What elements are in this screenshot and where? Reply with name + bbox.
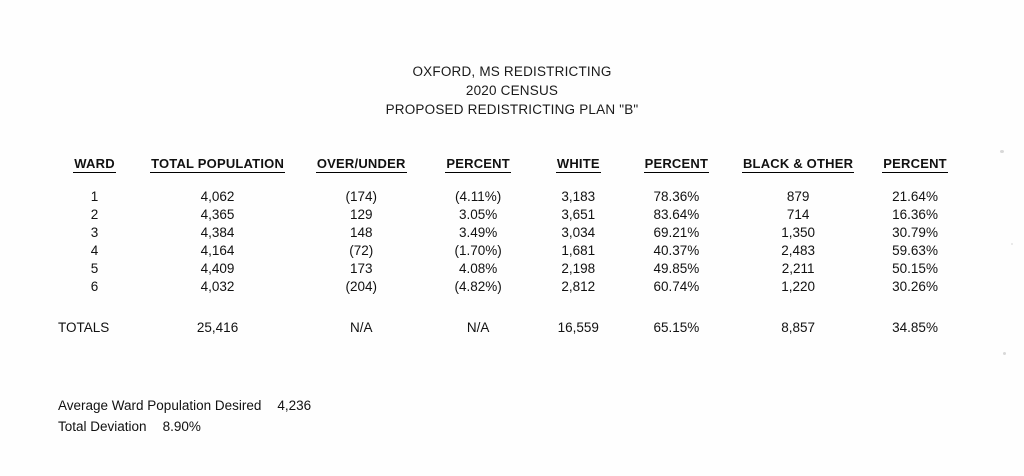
table-row [52,242,962,260]
cell-percent-2: 78.36% [653,189,700,204]
cell-white: 2,812 [561,279,596,294]
cell-percent-3: 59.63% [892,243,938,258]
cell-over-under: (72) [349,243,374,258]
cell-percent-3: 16.36% [892,207,938,222]
table-row-totals [52,296,962,337]
cell-percent-1: (4.82%) [454,279,502,294]
cell-percent-1: (1.70%) [454,243,502,258]
average-ward-population-line [58,395,311,416]
column-header-percent-3: PERCENT [883,156,947,171]
cell-total-population: 4,164 [200,243,235,258]
cell-percent-2: 60.74% [653,279,700,294]
average-ward-population-value: 4,236 [277,398,312,413]
cell-white: 2,198 [561,261,596,276]
column-header-black-and-other: BLACK & OTHER [742,156,854,171]
cell-totals-percent-2: 65.15% [653,319,700,335]
cell-totals-label: TOTALS [58,319,110,335]
table-row [52,206,962,224]
cell-totals-black-and-other: 8,857 [781,319,815,335]
cell-total-population: 4,365 [200,207,235,222]
cell-total-population: 4,062 [200,189,235,204]
cell-ward: 3 [90,225,99,240]
cell-black-and-other: 714 [786,207,810,222]
footer-notes [58,395,311,437]
title-line-2: 2020 CENSUS [465,83,559,98]
cell-black-and-other: 1,220 [781,279,815,294]
cell-ward: 2 [90,207,99,222]
cell-totals-total-population: 25,416 [196,319,239,335]
scan-speck-icon [1000,150,1004,153]
redistricting-table [52,155,962,336]
cell-percent-3: 30.79% [892,225,938,240]
total-deviation-label: Total Deviation [58,419,147,434]
cell-white: 3,651 [561,207,596,222]
table-row [52,278,962,296]
table-row [52,224,962,242]
cell-percent-1: (4.11%) [455,189,502,204]
cell-ward: 6 [90,279,99,294]
cell-ward: 1 [90,189,99,204]
cell-percent-3: 21.64% [892,189,938,204]
cell-over-under: 173 [349,261,373,276]
table-header-row [52,155,962,175]
table-header [52,155,962,175]
total-deviation-line [58,416,311,437]
cell-ward: 5 [90,261,99,276]
cell-black-and-other: 1,350 [781,225,815,240]
cell-percent-2: 49.85% [653,261,700,276]
cell-total-population: 4,409 [200,261,235,276]
cell-percent-1: 3.05% [459,207,498,222]
title-line-3: PROPOSED REDISTRICTING PLAN "B" [385,102,639,117]
cell-percent-1: 3.49% [459,225,498,240]
column-header-white: WHITE [556,156,600,171]
cell-over-under: (174) [345,189,377,204]
cell-over-under: (204) [345,279,377,294]
column-header-over-under: OVER/UNDER [316,156,406,171]
table-row [52,260,962,278]
cell-over-under: 148 [349,225,373,240]
average-ward-population-label: Average Ward Population Desired [58,398,262,413]
cell-total-population: 4,384 [200,225,235,240]
cell-percent-1: 4.08% [459,261,498,276]
cell-black-and-other: 879 [786,189,810,204]
column-header-total-population: TOTAL POPULATION [151,156,285,171]
column-header-ward: WARD [74,156,115,171]
title-line-1: OXFORD, MS REDISTRICTING [412,64,612,79]
cell-total-population: 4,032 [200,279,235,294]
cell-percent-3: 30.26% [892,279,938,294]
total-deviation-value: 8.90% [162,419,201,434]
cell-white: 1,681 [561,243,596,258]
cell-ward: 4 [90,243,99,258]
scan-speck-icon [1011,243,1013,245]
column-header-percent-1: PERCENT [446,156,510,171]
cell-white: 3,183 [561,189,596,204]
cell-percent-3: 50.15% [892,261,938,276]
cell-percent-2: 83.64% [653,207,700,222]
cell-black-and-other: 2,211 [781,261,815,276]
cell-totals-percent-1: N/A [466,319,490,335]
cell-white: 3,034 [561,225,596,240]
column-header-percent-2: PERCENT [644,156,709,171]
cell-totals-percent-3: 34.85% [892,319,938,335]
cell-percent-2: 69.21% [653,225,700,240]
table-row [52,175,962,206]
scan-speck-icon [1003,352,1006,355]
table-body [52,175,962,336]
document-title-block [0,62,1024,119]
cell-percent-2: 40.37% [653,243,700,258]
cell-totals-white: 16,559 [557,319,599,335]
cell-black-and-other: 2,483 [781,243,815,258]
cell-over-under: 129 [349,207,373,222]
cell-totals-over-under: N/A [349,319,373,335]
